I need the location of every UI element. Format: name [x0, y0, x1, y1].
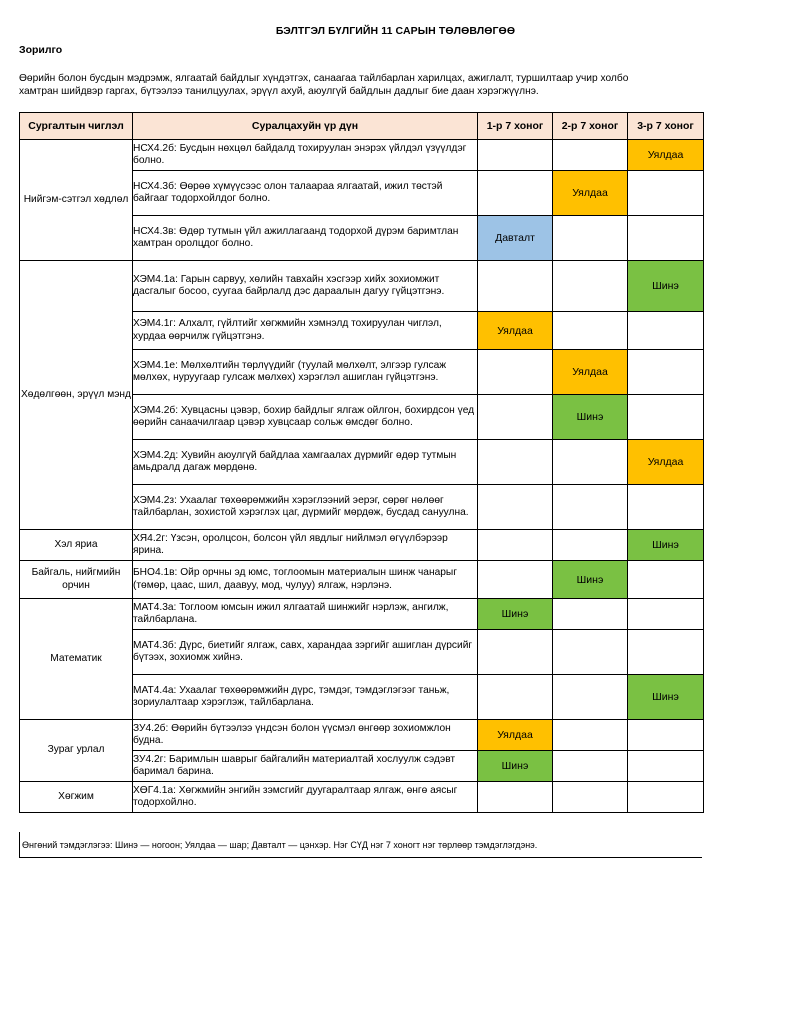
week-3-mark: Шинэ	[628, 261, 704, 312]
learning-outcome-cell: ЗУ4.2б: Өөрийн бүтээлээ үндсэн болон үүсмэл өнгөөр зохиомжлон будна.	[133, 720, 478, 751]
week-2-mark	[553, 782, 628, 813]
week-2-mark	[553, 751, 628, 782]
week-3-mark	[628, 599, 704, 630]
week-2-mark	[553, 312, 628, 350]
week-3-mark	[628, 216, 704, 261]
week-2-mark: Шинэ	[553, 395, 628, 440]
week-2-mark	[553, 140, 628, 171]
week-3-mark	[628, 395, 704, 440]
week-3-mark: Уялдаа	[628, 140, 704, 171]
week-1-mark	[478, 630, 553, 675]
week-3-mark	[628, 782, 704, 813]
header-week-1: 1-р 7 хоног	[478, 113, 553, 140]
table-row	[20, 561, 704, 599]
learning-outcome-cell: ХЭМ4.1г: Алхалт, гүйлтийг хөгжмийн хэмнэлд тохируулан чиглэл, хурдаа өөрчилж гүйцэтгэнэ.	[133, 312, 478, 350]
learning-outcome-cell: МАТ4.3б: Дүрс, биетийг ялгаж, савх, харандаа зэргийг ашиглан дүрсийг бүтээх, зохиомж хийнэ.	[133, 630, 478, 675]
week-1-mark	[478, 440, 553, 485]
header-outcome: Суралцахуйн үр дүн	[133, 113, 478, 140]
learning-area-cell: Математик	[20, 599, 133, 720]
week-2-mark: Уялдаа	[553, 171, 628, 216]
learning-outcome-cell: МАТ4.3а: Тоглоом юмсын ижил ялгаатай шинжийг нэрлэж, ангилж, тайлбарлана.	[133, 599, 478, 630]
learning-outcome-cell: НСХ4.2б: Бусдын нөхцөл байдалд тохируулан энэрэх үйлдэл үзүүлдэг болно.	[133, 140, 478, 171]
goal-line-2: хамтран шийдвэр гаргах, бүтээлээ танилцуулах, эрүүл ахуй, аюулгүй байдлын дадлыг бие даан хэрэгжүүлнэ.	[19, 85, 539, 97]
week-1-mark	[478, 350, 553, 395]
learning-area-cell: Байгаль, нийгмийн орчин	[20, 561, 133, 599]
week-1-mark	[478, 561, 553, 599]
table-header-row	[20, 113, 704, 140]
week-1-mark	[478, 675, 553, 720]
learning-outcome-cell: ХЭМ4.2б: Хувцасны цэвэр, бохир байдлыг ялгаж ойлгон, бохирдсон үед өөрийн санаачилгаар цэвэр хувцсаар сольж өмсдөг болно.	[133, 395, 478, 440]
learning-area-cell: Хөгжим	[20, 782, 133, 813]
week-1-mark: Уялдаа	[478, 312, 553, 350]
week-3-mark: Уялдаа	[628, 440, 704, 485]
learning-outcome-cell: НСХ4.3б: Өөрөө хүмүүсээс олон талаараа ялгаатай, ижил төстэй байгааг тодорхойлдог болно.	[133, 171, 478, 216]
goal-heading: Зорилго	[19, 44, 63, 56]
week-2-mark: Шинэ	[553, 561, 628, 599]
week-3-mark	[628, 720, 704, 751]
week-1-mark	[478, 171, 553, 216]
week-2-mark	[553, 261, 628, 312]
learning-outcome-cell: ХӨГ4.1а: Хөгжмийн энгийн зэмсгийг дуугаралтаар ялгаж, өнгө аясыг тодорхойлно.	[133, 782, 478, 813]
header-week-2: 2-р 7 хоног	[553, 113, 628, 140]
week-1-mark: Давталт	[478, 216, 553, 261]
week-1-mark: Уялдаа	[478, 720, 553, 751]
header-week-3: 3-р 7 хоног	[628, 113, 704, 140]
table-row	[20, 782, 704, 813]
learning-outcome-cell: БНО4.1в: Ойр орчны эд юмс, тоглоомын материалын шинж чанарыг (төмөр, цаас, шил, даавуу, мод, чулуу) ялгаж, нэрлэнэ.	[133, 561, 478, 599]
learning-outcome-cell: ХЭМ4.2д: Хувийн аюулгүй байдлаа хамгаалах дүрмийг өдөр тутмын амьдралд дагаж мөрдөнө.	[133, 440, 478, 485]
goal-line-1: Өөрийн болон бусдын мэдрэмж, ялгаатай байдлыг хүндэтгэх, санаагаа тайлбарлан харилцах, ажиглалт, туршилтаар учир холбо	[19, 73, 629, 84]
week-2-mark	[553, 485, 628, 530]
week-1-mark	[478, 140, 553, 171]
table-row	[20, 720, 704, 751]
plan-table	[19, 112, 704, 813]
week-1-mark	[478, 261, 553, 312]
week-3-mark	[628, 485, 704, 530]
week-2-mark	[553, 530, 628, 561]
week-1-mark	[478, 485, 553, 530]
learning-outcome-cell: ХЯ4.2г: Үзсэн, оролцсон, болсон үйл явдлыг нийлмэл өгүүлбэрээр ярина.	[133, 530, 478, 561]
learning-outcome-cell: ХЭМ4.2з: Ухаалаг төхөөрөмжийн хэрэглээний эерэг, сөрөг нөлөөг тайлбарлан, зохистой хэрэглэх цаг, дүрмийг мөрдөж, бусдад сануулна.	[133, 485, 478, 530]
week-3-mark	[628, 171, 704, 216]
header-area: Сургалтын чиглэл	[20, 113, 133, 140]
learning-area-cell: Хэл яриа	[20, 530, 133, 561]
week-3-mark	[628, 561, 704, 599]
learning-area-cell: Хөдөлгөөн, эрүүл мэнд	[20, 261, 133, 530]
learning-outcome-cell: МАТ4.4а: Ухаалаг төхөөрөмжийн дүрс, тэмдэг, тэмдэглэгээг таньж, зориулалтаар хэрэглэж, тайлбарлана.	[133, 675, 478, 720]
learning-area-cell: Зураг урлал	[20, 720, 133, 782]
week-2-mark	[553, 440, 628, 485]
learning-outcome-cell: НСХ4.3в: Өдөр тутмын үйл ажиллагаанд тодорхой дүрэм баримтлан хамтран оролцдог болно.	[133, 216, 478, 261]
week-3-mark	[628, 751, 704, 782]
table-row	[20, 140, 704, 171]
week-1-mark	[478, 395, 553, 440]
week-3-mark	[628, 312, 704, 350]
goal-text	[19, 73, 703, 98]
color-legend: Өнгөний тэмдэглэгээ: Шинэ — ногоон; Уялдаа — шар; Давталт — цэнхэр. Нэг СҮД нэг 7 хоногт нэг төрлөөр тэмдэглэгдэнэ.	[19, 832, 702, 858]
week-2-mark	[553, 720, 628, 751]
week-2-mark	[553, 675, 628, 720]
table-row	[20, 530, 704, 561]
table-row	[20, 599, 704, 630]
week-3-mark: Шинэ	[628, 530, 704, 561]
week-2-mark	[553, 216, 628, 261]
week-3-mark: Шинэ	[628, 675, 704, 720]
week-1-mark	[478, 530, 553, 561]
week-1-mark: Шинэ	[478, 599, 553, 630]
learning-outcome-cell: ЗУ4.2г: Баримлын шаврыг байгалийн материалтай хослуулж сэдэвт баримал барина.	[133, 751, 478, 782]
table-row	[20, 261, 704, 312]
week-3-mark	[628, 630, 704, 675]
learning-outcome-cell: ХЭМ4.1е: Мөлхөлтийн төрлүүдийг (туулай мөлхөлт, элгээр гулсаж мөлхөх, нуруугаар гулсаж мөлхөх) хэрэглэл ашиглан гүйцэтгэнэ.	[133, 350, 478, 395]
week-2-mark: Уялдаа	[553, 350, 628, 395]
week-2-mark	[553, 599, 628, 630]
learning-area-cell: Нийгэм-сэтгэл хөдлөл	[20, 140, 133, 261]
week-1-mark	[478, 782, 553, 813]
week-1-mark: Шинэ	[478, 751, 553, 782]
week-3-mark	[628, 350, 704, 395]
page-title: БЭЛТГЭЛ БҮЛГИЙН 11 САРЫН ТӨЛӨВЛӨГӨӨ	[275, 25, 516, 37]
learning-outcome-cell: ХЭМ4.1а: Гарын сарвуу, хөлийн тавхайн хэсгээр хийх зохиомжит дасгалыг босоо, суугаа байрлалд дэс дараалын дагуу гүйцэтгэнэ.	[133, 261, 478, 312]
week-2-mark	[553, 630, 628, 675]
